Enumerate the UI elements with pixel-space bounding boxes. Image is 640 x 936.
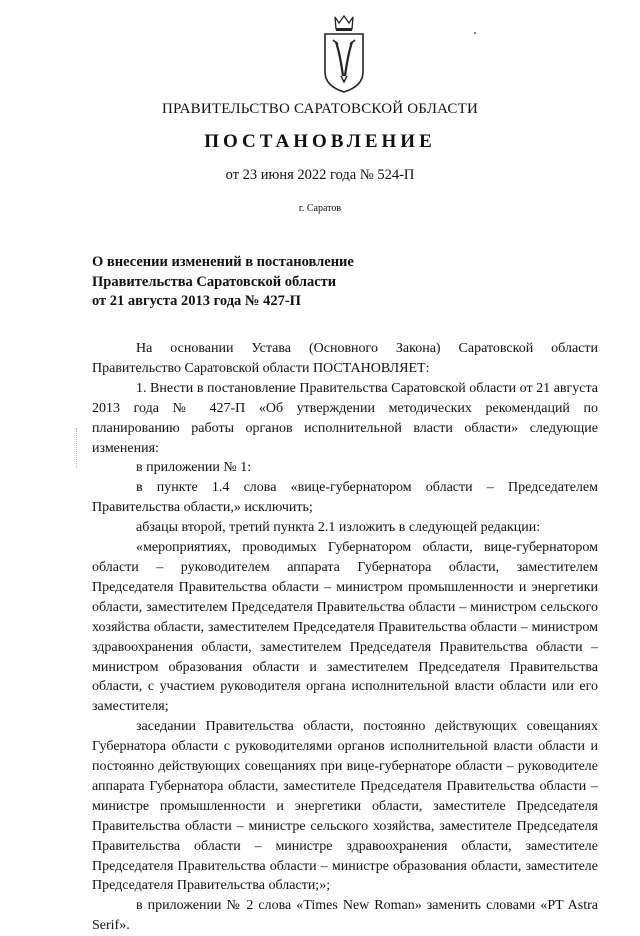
government-name: ПРАВИТЕЛЬСТВО САРАТОВСКОЙ ОБЛАСТИ (161, 101, 479, 117)
subject-line: от 21 августа 2013 года № 427-П (92, 293, 301, 309)
coat-of-arms-icon (322, 14, 366, 94)
paragraph: в приложении № 2 слова «Times New Roman» заменить словами «PT Astra Serif». (92, 898, 598, 934)
subject-title (92, 253, 354, 312)
scan-margin-mark (76, 428, 78, 468)
scan-dot (474, 32, 476, 34)
paragraph: 1. Внести в постановление Правительства Саратовской области от 21 августа 2013 года № 427-П «Об утверждении методических рекомендаций по планированию работы органов исполнительной власти области» следующие изменения: (92, 380, 598, 456)
document-type: ПОСТАНОВЛЕНИЕ (204, 131, 436, 152)
subject-line: О внесении изменений в постановление (92, 254, 354, 270)
paragraph: «мероприятиях, проводимых Губернатором области, вице-губернатором области – руководителем аппарата Губернатора области, заместителем Председателя Правительства области – министром промышленности и энергетики области, заместителем Председателя Правительства области – министром сельского хозяйства области, заместителем Председателя Правительства области – министром здравоохранения области, заместителем Председателя Правительства области – министром образования области и заместителем Председателя Правительства области, с участием руководителя органа исполнительной власти области или его заместителя; (92, 540, 598, 715)
paragraph: в пункте 1.4 слова «вице-губернатором области – Председателем Правительства области,» исключить; (92, 480, 598, 516)
paragraph: На основании Устава (Основного Закона) Саратовской области Правительство Саратовской области ПОСТАНОВЛЯЕТ: (92, 341, 598, 376)
date-number: от 23 июня 2022 года № 524-П (225, 167, 415, 183)
city: г. Саратов (298, 203, 342, 214)
subject-line: Правительства Саратовской области (92, 273, 337, 290)
paragraph: заседании Правительства области, постоянно действующих совещаниях Губернатора области с руководителями органов исполнительной власти области и постоянно действующих совещаниях при вице-губернаторе области – руководителе аппарата Губернатора области, заместителе Председателя Правительства области – министре промышленности и энергетики области, заместителе Председателя Правительства области – министре сельского хозяйства, заместителе Председателя Правительства области – министре здравоохранения области, заместителе Председателя Правительства области – министре образования области, заместителе Председателя Правительства области;»; (92, 719, 598, 894)
paragraph: в приложении № 1: (136, 460, 252, 476)
document-body (92, 339, 598, 936)
paragraph: абзацы второй, третий пункта 2.1 изложить в следующей редакции: (136, 520, 541, 536)
